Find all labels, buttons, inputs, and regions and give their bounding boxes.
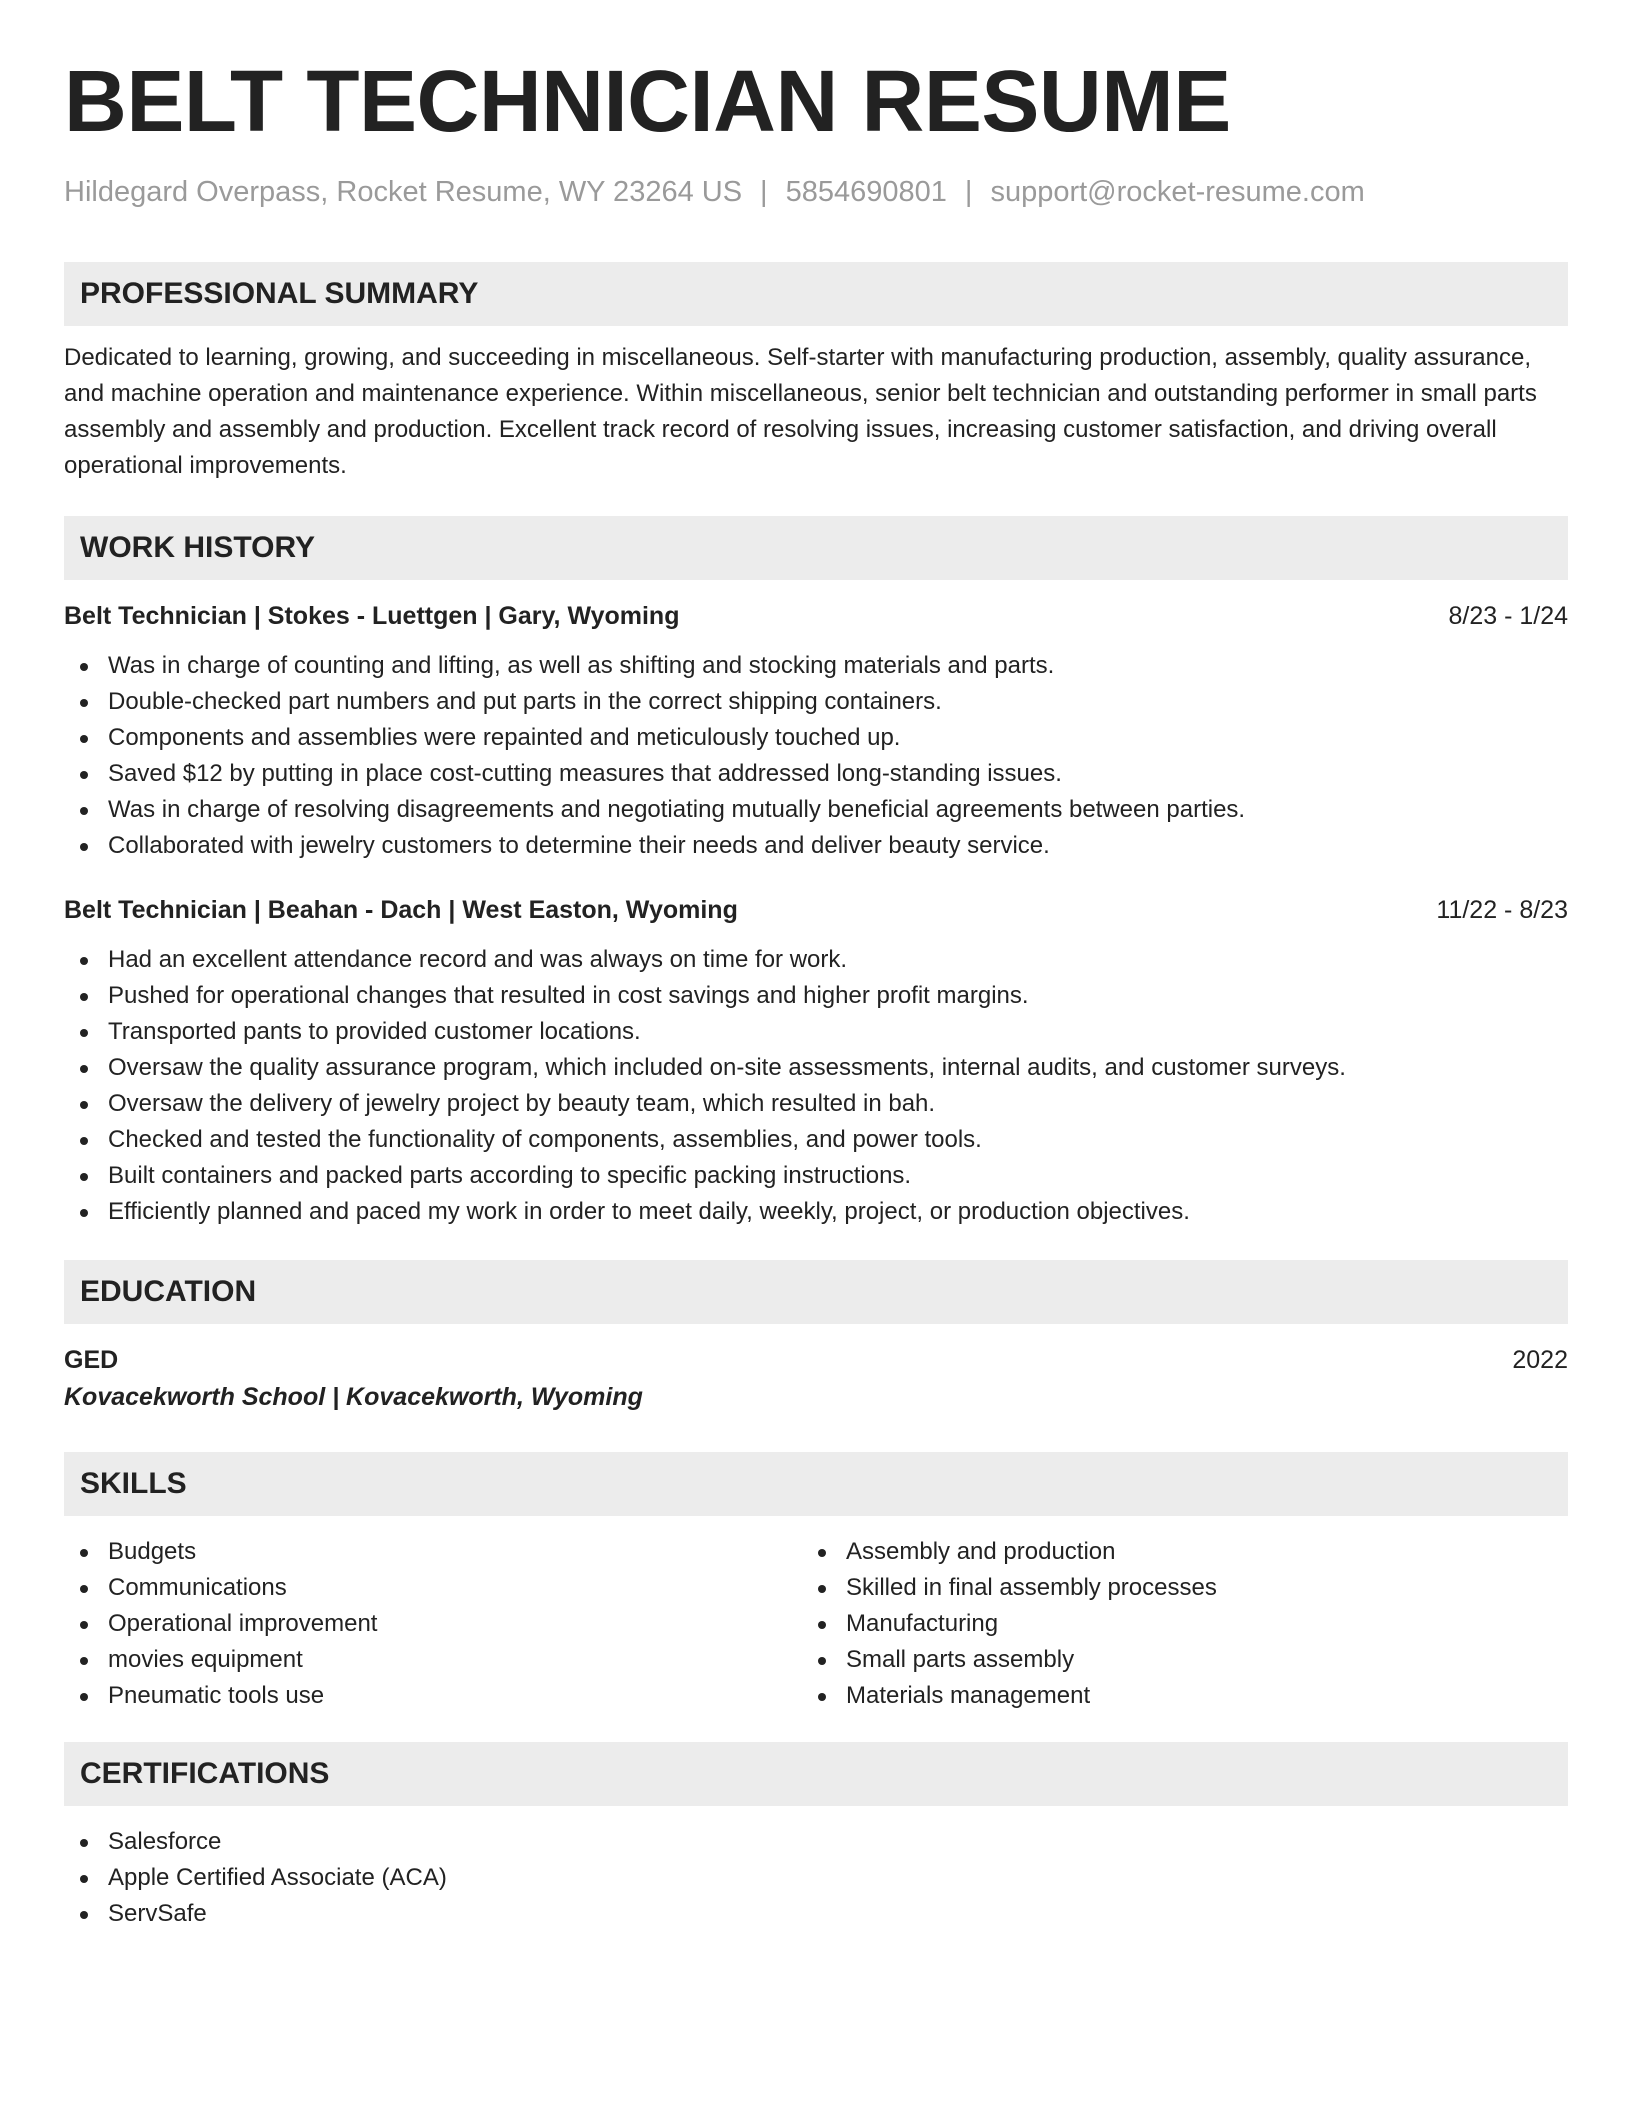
list-item: Oversaw the quality assurance program, which included on-site assessments, internal audits, and customer surveys. [64, 1050, 1568, 1086]
list-item: Efficiently planned and paced my work in order to meet daily, weekly, project, or production objectives. [64, 1194, 1568, 1230]
list-item: Transported pants to provided customer locations. [64, 1014, 1568, 1050]
list-item: Materials management [802, 1678, 1540, 1714]
list-item: ServSafe [64, 1896, 1568, 1932]
list-item: Built containers and packed parts according to specific packing instructions. [64, 1158, 1568, 1194]
job-bullets [64, 942, 1568, 1230]
list-item: Pushed for operational changes that resulted in cost savings and higher profit margins. [64, 978, 1568, 1014]
list-item: movies equipment [64, 1642, 802, 1678]
skills-list-right [802, 1534, 1540, 1714]
list-item: Components and assemblies were repainted and meticulously touched up. [64, 720, 1568, 756]
list-item: Assembly and production [802, 1534, 1540, 1570]
skills-columns [64, 1534, 1568, 1714]
section-header-education: EDUCATION [64, 1260, 1568, 1324]
list-item: Skilled in final assembly processes [802, 1570, 1540, 1606]
section-header-skills: SKILLS [64, 1452, 1568, 1516]
list-item: Operational improvement [64, 1606, 802, 1642]
job-title: Belt Technician | Beahan - Dach | West Easton, Wyoming [64, 896, 738, 924]
section-header-summary: PROFESSIONAL SUMMARY [64, 262, 1568, 326]
list-item: Salesforce [64, 1824, 1568, 1860]
list-item: Had an excellent attendance record and was always on time for work. [64, 942, 1568, 978]
section-header-certifications: CERTIFICATIONS [64, 1742, 1568, 1806]
skills-list-left [64, 1534, 802, 1714]
list-item: Checked and tested the functionality of components, assemblies, and power tools. [64, 1122, 1568, 1158]
job-entry [64, 892, 1568, 1230]
list-item: Apple Certified Associate (ACA) [64, 1860, 1568, 1896]
list-item: Manufacturing [802, 1606, 1540, 1642]
list-item: Oversaw the delivery of jewelry project by beauty team, which resulted in bah. [64, 1086, 1568, 1122]
list-item: Was in charge of resolving disagreements and negotiating mutually beneficial agreements between parties. [64, 792, 1568, 828]
list-item: Small parts assembly [802, 1642, 1540, 1678]
list-item: Double-checked part numbers and put parts in the correct shipping containers. [64, 684, 1568, 720]
job-dates: 8/23 - 1/24 [1448, 602, 1568, 630]
list-item: Communications [64, 1570, 802, 1606]
contact-line [64, 174, 1568, 210]
certifications-list [64, 1824, 1568, 1932]
contact-separator: | [964, 176, 973, 208]
education-school: Kovacekworth School | Kovacekworth, Wyoming [64, 1383, 643, 1411]
certifications-block [64, 1824, 1568, 1932]
job-entry [64, 598, 1568, 864]
job-header [64, 598, 1568, 634]
education-header [64, 1342, 1568, 1378]
job-dates: 11/22 - 8/23 [1436, 896, 1568, 924]
contact-email: support@rocket-resume.com [990, 176, 1365, 208]
education-degree: GED [64, 1346, 119, 1374]
education-year: 2022 [1512, 1346, 1568, 1374]
list-item: Collaborated with jewelry customers to determine their needs and deliver beauty service. [64, 828, 1568, 864]
list-item: Budgets [64, 1534, 802, 1570]
section-header-work-history: WORK HISTORY [64, 516, 1568, 580]
contact-address: Hildegard Overpass, Rocket Resume, WY 23264 US [64, 176, 743, 208]
job-bullets [64, 648, 1568, 864]
job-header [64, 892, 1568, 928]
summary-text: Dedicated to learning, growing, and succeeding in miscellaneous. Self-starter with manufacturing production, assembly, quality assurance, and machine operation and maintenance experience. Within miscellaneous, senior belt technician and outstanding performer in small parts assembly and assembly and production. Excellent track record of resolving issues, increasing customer satisfaction, and driving overall operational improvements. [64, 344, 1537, 479]
contact-phone: 5854690801 [785, 176, 947, 208]
contact-separator: | [760, 176, 768, 208]
list-item: Pneumatic tools use [64, 1678, 802, 1714]
list-item: Was in charge of counting and lifting, as well as shifting and stocking materials and parts. [64, 648, 1568, 684]
list-item: Saved $12 by putting in place cost-cutting measures that addressed long-standing issues. [64, 756, 1568, 792]
page-title: BELT TECHNICIAN RESUME [64, 53, 1231, 150]
job-title: Belt Technician | Stokes - Luettgen | Gary, Wyoming [64, 602, 680, 630]
